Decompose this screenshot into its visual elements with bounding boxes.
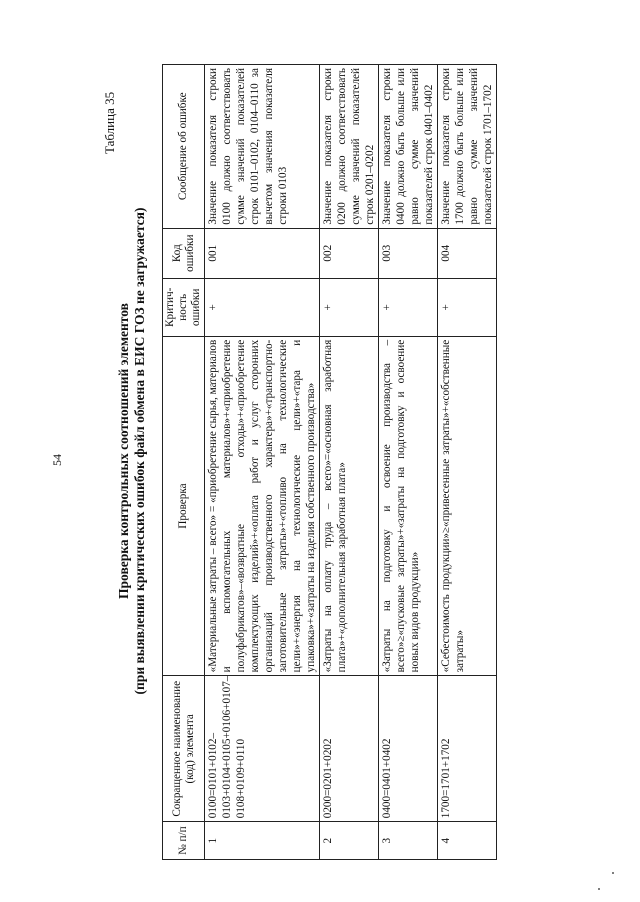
row-error-code: 003 xyxy=(379,228,438,278)
table-header-row xyxy=(163,65,205,860)
table-row xyxy=(205,65,320,860)
row-code: 0200=0201+0202 xyxy=(320,676,379,822)
scan-speck xyxy=(612,872,614,874)
row-check: «Материальные затраты – всего» = «приобретение сырья, материалов и вспомогательных материалов»+«приобретение полуфабрикатов»–«возвратные отходы»+«приобретение комплектующих изделий»+«оплата работ и услуг сторонних организаций производственного характера»+«транспортно-заготовительные затраты»+«топливо на технологические цели»+«энергия на технологические цели»+«тара и упаковка»+«затраты на изделия собственного производства» xyxy=(205,336,320,676)
page-number: 54 xyxy=(50,454,64,466)
row-criticality: + xyxy=(438,278,497,336)
table-subtitle: (при выявлении критических ошибок файл обмена в ЕИС ГОЗ не загружается) xyxy=(132,207,147,695)
table-title: Проверка контрольных соотношений элементов xyxy=(116,303,131,599)
table-row xyxy=(320,65,379,860)
header-code: Сокращенное наименование (код) элемента xyxy=(163,676,205,822)
table-row xyxy=(438,65,497,860)
header-criticality: Критичность ошибки xyxy=(163,278,205,336)
table-row xyxy=(379,65,438,860)
row-code: 1700=1701+1702 xyxy=(438,676,497,822)
row-criticality: + xyxy=(379,278,438,336)
row-code: 0400=0401+0402 xyxy=(379,676,438,822)
row-num: 2 xyxy=(320,822,379,860)
row-check: «Себестоимость продукции»≥«привесенные затраты»+«собственные затраты» xyxy=(438,336,497,676)
header-error-code: Код ошибки xyxy=(163,228,205,278)
row-code: 0100=0101+0102–0103+0104+0105+0106+0107–0108+0109+0110 xyxy=(205,676,320,822)
row-criticality: + xyxy=(205,278,320,336)
header-check: Проверка xyxy=(163,336,205,676)
row-check: «Затраты на оплату труда – всего»=«основная заработная плата»+«дополнительная заработная плата» xyxy=(320,336,379,676)
table-label: Таблица 35 xyxy=(102,91,117,154)
row-error-code: 004 xyxy=(438,228,497,278)
scan-speck xyxy=(598,888,600,890)
row-num: 4 xyxy=(438,822,497,860)
row-num: 3 xyxy=(379,822,438,860)
row-message: Значение показателя строки 1700 должно быть больше или равно сумме значений показателей строк 1701–1702 xyxy=(438,65,497,229)
row-message: Значение показателя строки 0200 должно соответствовать сумме значений показателей строк 0201–0202 xyxy=(320,65,379,229)
header-message: Сообщение об ошибке xyxy=(163,65,205,229)
row-message: Значение показателя строки 0100 должно соответствовать сумме значений показателей строк 0101–0102, 0104–0110 за вычетом значения показателя строки 0103 xyxy=(205,65,320,229)
control-checks-table xyxy=(162,64,497,860)
row-message: Значение показателя строки 0400 должно быть больше или равно сумме значений показателей строк 0401–0402 xyxy=(379,65,438,229)
row-criticality: + xyxy=(320,278,379,336)
header-num: № п/п xyxy=(163,822,205,860)
row-num: 1 xyxy=(205,822,320,860)
row-error-code: 001 xyxy=(205,228,320,278)
row-check: «Затраты на подготовку и освоение производства – всего»≥«пусковые затраты»+«затраты на подготовку и освоение новых видов продукции» xyxy=(379,336,438,676)
row-error-code: 002 xyxy=(320,228,379,278)
